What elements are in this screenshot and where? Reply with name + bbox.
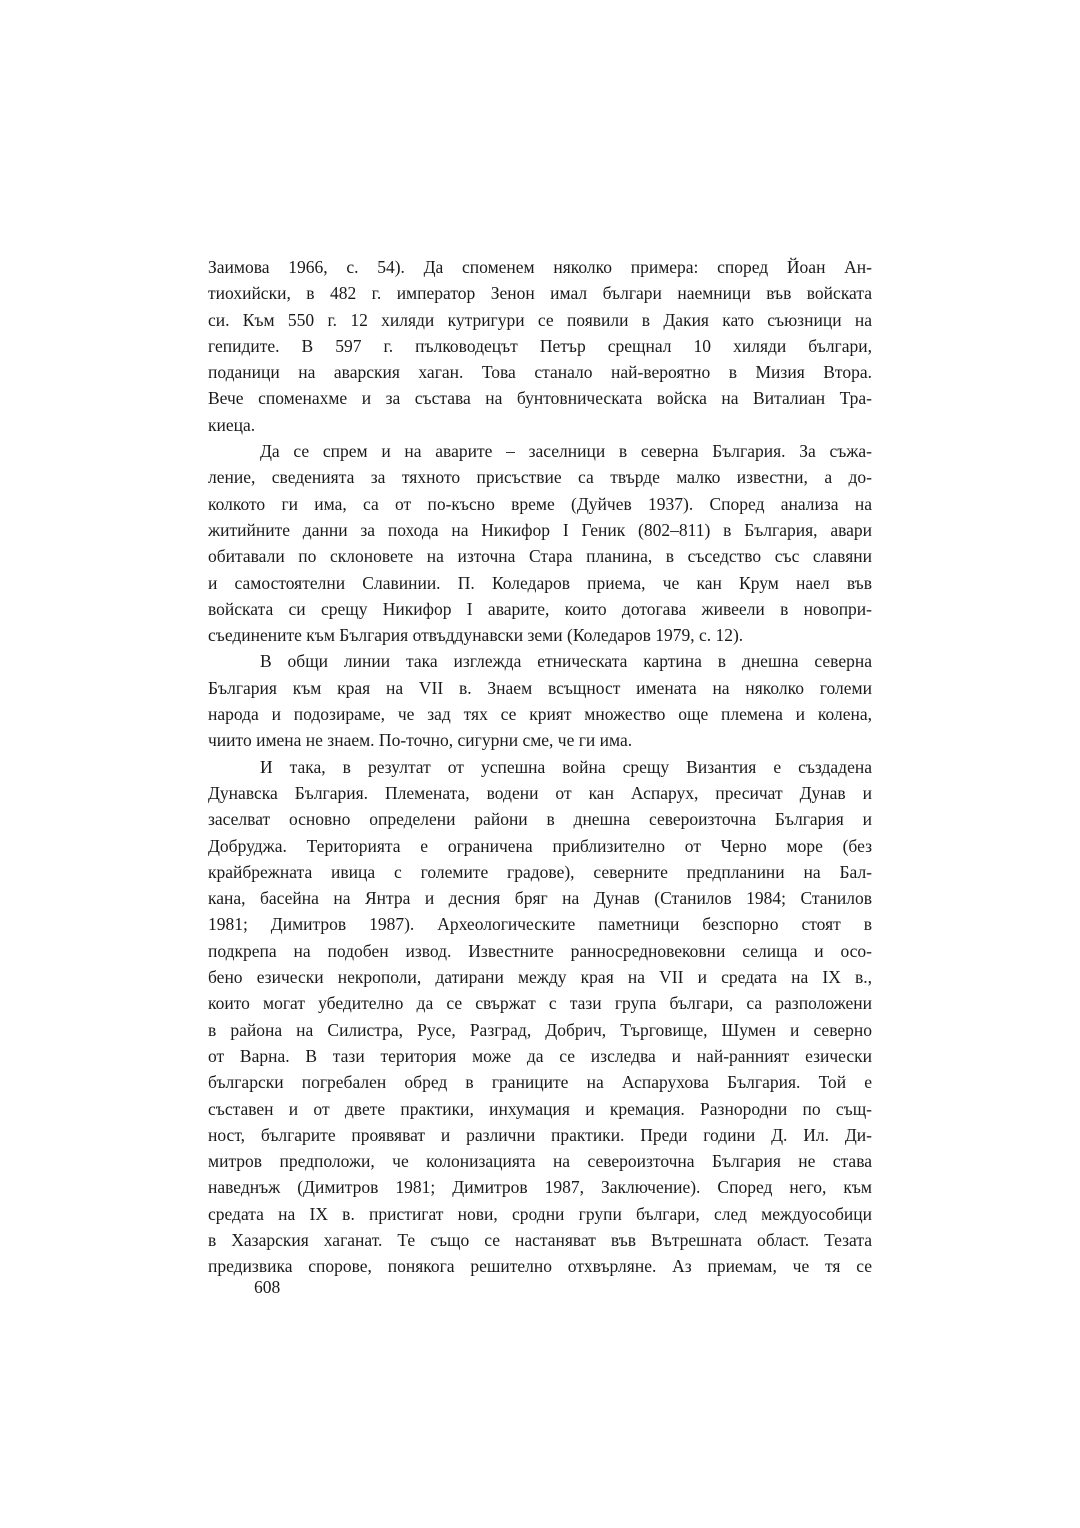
paragraph-4 [208,754,872,1280]
text-line: житийните данни за похода на Никифор I Геник (802–811) в България, авари [208,519,872,540]
text-line: съединените към България отвъддунавски земи (Коледаров 1979, с. 12). [208,625,744,646]
text-line: поданици на аварския хаган. Това станало най-вероятно в Мизия Втора. [208,362,872,383]
text-line: народа и подозираме, че зад тях се крият множество още племена и колена, [208,704,872,725]
text-line: колкото ги има, са от по-късно време (Дуйчев 1937). Според анализа на [208,493,872,514]
text-line: киеца. [208,414,256,435]
text-line: 1981; Димитров 1987). Археологическите паметници безспорно стоят в [208,914,872,935]
text-line: ление, сведенията за тяхното присъствие са твърде малко известни, а до- [208,467,872,488]
text-line: крайбрежната ивица с големите градове), северните предпланини на Бал- [208,861,872,882]
text-line: чиито имена не знаем. По-точно, сигурни сме, че ги има. [208,730,633,751]
text-line: в района на Силистра, Русе, Разград, Добрич, Търговище, Шумен и северно [208,1019,872,1040]
text-line: предизвика спорове, понякога решително отхвърляне. Аз приемам, че тя се [208,1256,872,1277]
text-line: В общи линии така изглежда етническата картина в днешна северна [260,651,872,672]
text-line: ност, българите проявяват и различни практики. Преди години Д. Ил. Ди- [208,1124,872,1145]
body-text [208,254,872,1280]
text-line: Да се спрем и на аварите – заселници в северна България. За съжа- [260,441,872,462]
text-line: си. Към 550 г. 12 хиляди кутригури се появили в Дакия като съюзници на [208,309,872,330]
text-line: кана, басейна на Янтра и десния бряг на Дунав (Станилов 1984; Станилов [208,888,872,909]
text-line: гепидите. В 597 г. пълководецът Петър срещнал 10 хиляди българи, [208,335,872,356]
text-line: в Хазарския хаганат. Те също се настаняват във Вътрешната област. Тезата [208,1229,872,1250]
text-line: Заимова 1966, с. 54). Да споменем няколко примера: според Йоан Ан- [208,257,872,277]
text-line: подкрепа на подобен извод. Известните ранносредновековни селища и осо- [208,940,872,961]
text-line: България към края на VII в. Знаем всъщност имената на няколко големи [208,677,872,698]
text-line: И така, в резултат от успешна война срещу Византия е създадена [260,756,872,777]
text-line: български погребален обред в границите на Аспарухова България. Той е [208,1072,872,1093]
text-line: и самостоятелни Славинии. П. Коледаров приема, че кан Крум наел във [208,572,872,593]
text-line: Вече споменахме и за състава на бунтовническата войска на Виталиан Тра- [208,388,872,409]
text-line: средата на IX в. пристигат нови, сродни групи българи, след междуособици [208,1203,872,1224]
text-line: тиохийски, в 482 г. император Зенон имал българи наемници във войската [208,283,872,304]
text-line: наведнъж (Димитров 1981; Димитров 1987, Заключение). Според него, към [208,1177,872,1198]
text-line: Дунавска България. Племената, водени от кан Аспарух, пресичат Дунав и [208,782,872,803]
text-line: които могат убедително да се свържат с тази група българи, са разположени [208,993,872,1014]
text-line: бено езически некрополи, датирани между края на VII и средата на IX в., [208,967,872,988]
text-line: митров предположи, че колонизацията на североизточна България не става [208,1151,872,1172]
text-line: съставен и от двете практики, инхумация и кремация. Разнородни по същ- [208,1098,872,1119]
text-line: обитавали по склоновете на източна Стара планина, в съседство със славяни [208,546,872,567]
paragraph-2 [208,438,872,648]
text-line: Добруджа. Територията е ограничена приблизително от Черно море (без [208,835,872,856]
text-line: войската си срещу Никифор I аварите, които дотогава живеели в новопри- [208,598,872,619]
paragraph-3 [208,648,872,753]
paragraph-1 [208,254,872,438]
text-line: от Варна. В тази територия може да се изследва и най-ранният езически [208,1045,872,1066]
page-number: 608 [254,1277,281,1297]
text-line: заселват основно определени райони в днешна североизточна България и [208,809,872,830]
